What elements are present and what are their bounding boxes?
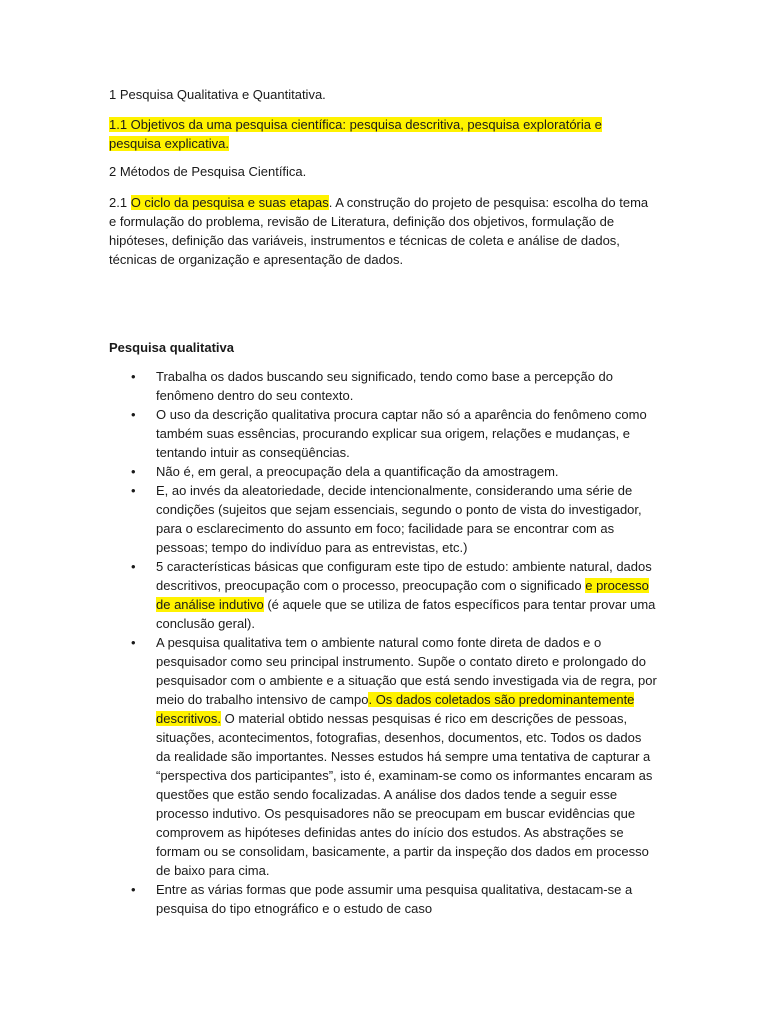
paragraph-section-1-1 [109, 115, 657, 153]
list-item-text-part: (é aquele que se utiliza de fatos específicos para tentar provar uma conclusão geral). [156, 597, 656, 631]
section-1-text: 1 Pesquisa Qualitativa e Quantitativa. [109, 87, 326, 102]
section-2-1-text: . A construção do projeto de pesquisa: escolha do tema e formulação do problema, revisão de Literatura, definição dos objetivos, formulação de hipóteses, definição das variáveis, instrumentos e técnicas de coleta e análise de dados, técnicas de organização e apresentação de dados. [109, 195, 649, 267]
bullet-icon: • [131, 407, 136, 422]
list-item [109, 462, 657, 481]
document-body [109, 85, 657, 918]
list-item [109, 367, 657, 405]
section-2-text: 2 Métodos de Pesquisa Científica. [109, 164, 307, 179]
highlighted-text: 1.1 Objetivos da uma pesquisa científica: pesquisa descritiva, pesquisa exploratória e pesquisa explicativa. [109, 117, 602, 151]
bullet-icon: • [131, 559, 136, 574]
bullet-icon: • [131, 483, 136, 498]
list-item-text-part: 5 características básicas que configuram este tipo de estudo: ambiente natural, dados descritivos, preocupação com o processo, preocupação com o significado [156, 559, 652, 593]
bullet-list [109, 367, 657, 918]
bullet-icon: • [131, 882, 136, 897]
heading-text: Pesquisa qualitativa [109, 340, 234, 355]
bullet-icon: • [131, 369, 136, 384]
list-item-text: E, ao invés da aleatoriedade, decide intencionalmente, considerando uma série de condições (sujeitos que sejam essenciais, segundo o ponto de vista do investigador, para o esclarecimento do assunto em foco; facilidade para se encontrar com as pessoas; tempo do indivíduo para as entrevistas, etc.) [156, 483, 642, 555]
paragraph-section-1 [109, 85, 657, 104]
highlighted-text: e processo de análise indutivo [156, 578, 649, 612]
list-item-text: Não é, em geral, a preocupação dela a quantificação da amostragem. [156, 464, 559, 479]
list-item [109, 880, 657, 918]
list-item-text: O uso da descrição qualitativa procura captar não só a aparência do fenômeno como também suas essências, procurando explicar sua origem, relações e mudanças, e tentando intuir as conseqüências. [156, 407, 647, 460]
list-item [109, 481, 657, 557]
list-item [109, 405, 657, 462]
list-item-text [156, 635, 657, 878]
list-item-text: Trabalha os dados buscando seu significado, tendo como base a percepção do fenômeno dentro do seu contexto. [156, 369, 613, 403]
bullet-icon: • [131, 635, 136, 650]
bullet-icon: • [131, 464, 136, 479]
section-2-1-number: 2.1 [109, 195, 131, 210]
list-item-text-part: O material obtido nessas pesquisas é rico em descrições de pessoas, situações, acontecimentos, fotografias, desenhos, documentos, etc. Todos os dados da realidade são importantes. Nesses estudos há sempre uma tentativa de capturar a “perspectiva dos participantes”, isto é, examinam-se como os informantes encaram as questões que estão sendo focalizadas. A análise dos dados tende a seguir esse processo indutivo. Os pesquisadores não se preocupam em buscar evidências que comprovem as hipóteses definidas antes do início dos estudos. As abstrações se formam ou se consolidam, basicamente, a partir da inspeção dos dados em processo de baixo para cima. [156, 711, 653, 878]
list-item [109, 557, 657, 633]
paragraph-section-2 [109, 162, 657, 181]
highlighted-text: O ciclo da pesquisa e suas etapas [130, 195, 329, 210]
paragraph-section-2-1 [109, 193, 657, 269]
highlighted-text: . Os dados coletados são predominantemente descritivos. [156, 692, 635, 726]
heading-pesquisa-qualitativa [109, 338, 657, 357]
list-item-text-part: A pesquisa qualitativa tem o ambiente natural como fonte direta de dados e o pesquisador como seu principal instrumento. Supõe o contato direto e prolongado do pesquisador com o ambiente e a situação que está sendo investigada via de regra, por meio do trabalho intensivo de campo [156, 635, 657, 707]
list-item [109, 633, 657, 880]
list-item-text [156, 559, 655, 631]
list-item-text: Entre as várias formas que pode assumir uma pesquisa qualitativa, destacam-se a pesquisa do tipo etnográfico e o estudo de caso [156, 882, 633, 916]
